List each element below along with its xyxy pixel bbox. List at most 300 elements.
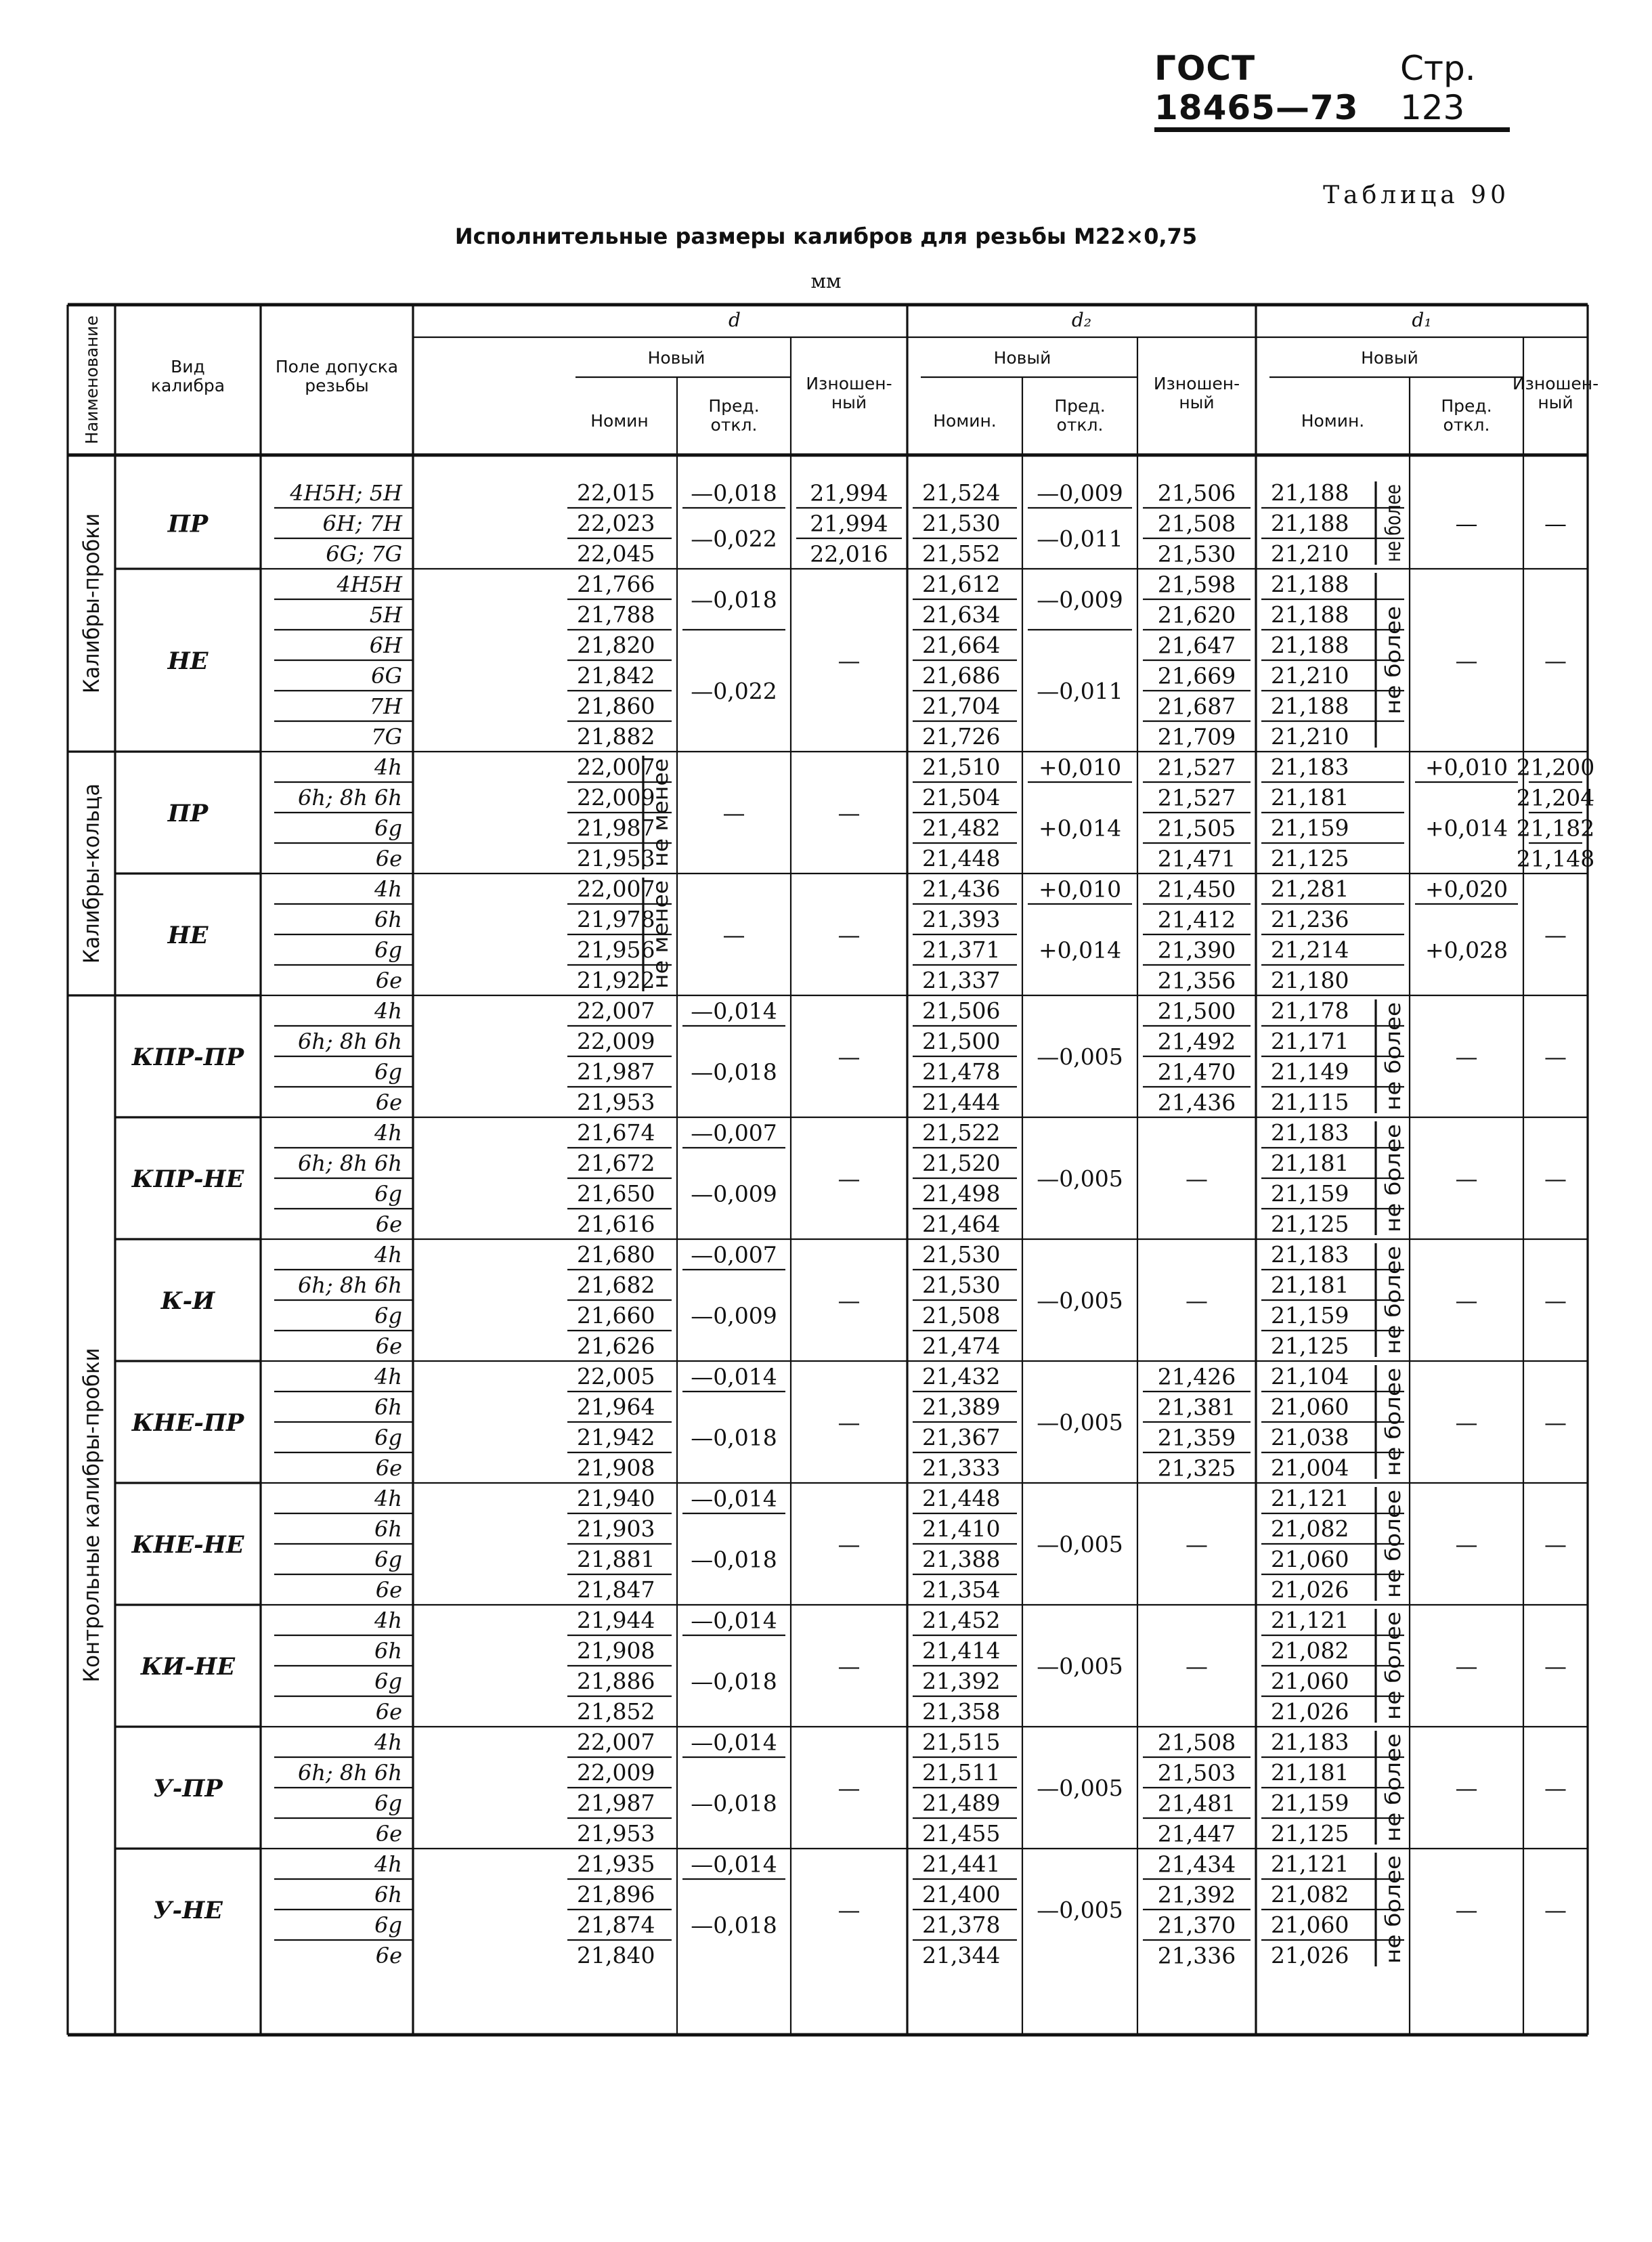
column-header-d2: d₂ xyxy=(1071,309,1092,331)
deviation-value: —0,009 xyxy=(1037,586,1123,613)
nominal-value: 22,007 xyxy=(577,997,655,1024)
worn-value: 21,508 xyxy=(1157,510,1236,537)
nominal-value: 21,552 xyxy=(922,540,1001,567)
nominal-value: 21,530 xyxy=(922,1272,1001,1298)
nominal-value: 21,489 xyxy=(922,1790,1001,1816)
nominal-value: 21,159 xyxy=(1271,815,1349,841)
worn-value: — xyxy=(838,1043,861,1070)
nominal-value: 21,882 xyxy=(577,723,655,750)
nominal-value: 21,188 xyxy=(1271,479,1349,506)
nominal-value: 22,005 xyxy=(577,1363,655,1389)
tolerance-field: 6h; 8h 6h xyxy=(297,1760,402,1786)
worn-value: 21,527 xyxy=(1157,754,1236,781)
worn-value: — xyxy=(1544,647,1567,674)
worn-value: — xyxy=(1544,1409,1567,1436)
nominal-value: 21,530 xyxy=(922,510,1001,536)
nominal-value: 21,393 xyxy=(922,906,1001,932)
tolerance-field: 4H5H xyxy=(336,572,402,597)
column-header-new: Новый xyxy=(993,348,1051,368)
worn-value: 21,503 xyxy=(1157,1759,1236,1786)
tolerance-field: 6e xyxy=(375,846,402,871)
tolerance-field: 4h xyxy=(374,998,402,1024)
tolerance-field: 6e xyxy=(375,1333,402,1359)
deviation-value: — xyxy=(722,922,745,948)
worn-value: 21,204 xyxy=(1516,784,1595,811)
nominal-value: 21,181 xyxy=(1271,1759,1349,1786)
deviation-value: +0,014 xyxy=(1038,815,1122,842)
nominal-value: 21,500 xyxy=(922,1028,1001,1054)
worn-value: 21,426 xyxy=(1157,1363,1236,1390)
nominal-value: 21,125 xyxy=(1271,1211,1349,1237)
limit-label: не более xyxy=(1382,1624,1406,1720)
nominal-value: 21,125 xyxy=(1271,1820,1349,1847)
deviation-value: — xyxy=(1455,1287,1478,1314)
table-number: Таблица 90 xyxy=(1323,181,1510,209)
tolerance-field: 7H xyxy=(369,693,402,719)
nominal-value: 21,183 xyxy=(1271,1119,1349,1146)
group-label: Контрольные калибры-пробки xyxy=(79,1333,104,1683)
deviation-value: +0,010 xyxy=(1425,754,1508,781)
table-unit: мм xyxy=(810,270,842,293)
nominal-value: 21,860 xyxy=(577,693,655,719)
limit-label: не более xyxy=(1382,1259,1406,1354)
tolerance-field: 6g xyxy=(374,937,402,963)
nominal-value: 21,214 xyxy=(1271,936,1349,963)
deviation-value: —0,005 xyxy=(1037,1165,1123,1192)
nominal-value: 21,181 xyxy=(1271,1272,1349,1298)
worn-value: 21,359 xyxy=(1157,1424,1236,1451)
tolerance-field: 6h; 8h 6h xyxy=(297,1150,402,1176)
gauge-type: КПР-ПР xyxy=(131,1043,244,1071)
nominal-value: 21,004 xyxy=(1271,1454,1349,1481)
nominal-value: 21,149 xyxy=(1271,1058,1349,1085)
nominal-value: 22,045 xyxy=(577,540,655,567)
worn-value: — xyxy=(838,647,861,674)
deviation-value: —0,014 xyxy=(691,1851,777,1878)
nominal-value: 21,159 xyxy=(1271,1180,1349,1207)
nominal-value: 21,524 xyxy=(922,479,1001,506)
nominal-value: 21,171 xyxy=(1271,1028,1349,1054)
worn-value: 21,182 xyxy=(1516,815,1595,842)
tolerance-field: 4h xyxy=(374,1729,402,1755)
tolerance-field: 4h xyxy=(374,1242,402,1268)
tolerance-field: 6h; 8h 6h xyxy=(297,1029,402,1054)
nominal-value: 21,038 xyxy=(1271,1424,1349,1450)
column-header-tolerance: Поле допуска резьбы xyxy=(275,357,399,395)
gauge-type: КИ-НЕ xyxy=(140,1653,236,1681)
nominal-value: 21,371 xyxy=(922,936,1001,963)
tolerance-field: 6g xyxy=(374,1912,402,1938)
deviation-value: —0,018 xyxy=(691,1058,777,1085)
tolerance-field: 6e xyxy=(375,1090,402,1115)
page-number: Стр. 123 xyxy=(1399,49,1476,127)
worn-value: 21,994 xyxy=(810,479,888,506)
nominal-value: 21,896 xyxy=(577,1881,655,1907)
nominal-value: 21,672 xyxy=(577,1150,655,1176)
limit-label: не более xyxy=(1382,1015,1406,1111)
gauge-type: НЕ xyxy=(167,922,209,949)
worn-value: — xyxy=(838,1409,861,1436)
nominal-value: 21,337 xyxy=(922,967,1001,993)
worn-value: 21,508 xyxy=(1157,1729,1236,1756)
worn-value: — xyxy=(1544,1043,1567,1070)
deviation-value: —0,007 xyxy=(691,1119,777,1146)
nominal-value: 21,530 xyxy=(922,1241,1001,1268)
column-header-deviation: Пред. откл. xyxy=(708,396,760,435)
nominal-value: 21,188 xyxy=(1271,571,1349,597)
nominal-value: 21,432 xyxy=(922,1363,1001,1389)
deviation-value: —0,005 xyxy=(1037,1775,1123,1801)
nominal-value: 21,354 xyxy=(922,1576,1001,1603)
worn-value: — xyxy=(838,800,861,826)
nominal-value: 21,908 xyxy=(577,1454,655,1481)
nominal-value: 21,840 xyxy=(577,1942,655,1968)
deviation-value: +0,020 xyxy=(1425,876,1508,903)
worn-value: 22,016 xyxy=(810,540,888,567)
deviation-value: — xyxy=(1455,1897,1478,1923)
tolerance-field: 6h xyxy=(374,1394,402,1420)
column-header-d1: d₁ xyxy=(1412,309,1432,331)
nominal-value: 21,522 xyxy=(922,1119,1001,1146)
nominal-value: 21,448 xyxy=(922,1485,1001,1511)
nominal-value: 21,367 xyxy=(922,1424,1001,1450)
limit-label: не более xyxy=(1382,1137,1406,1232)
nominal-value: 21,504 xyxy=(922,784,1001,811)
deviation-value: —0,022 xyxy=(691,525,777,552)
nominal-value: 21,183 xyxy=(1271,754,1349,780)
worn-value: — xyxy=(838,1897,861,1923)
limit-label: не более xyxy=(1382,467,1406,562)
nominal-value: 21,682 xyxy=(577,1272,655,1298)
tolerance-field: 6H xyxy=(369,632,402,658)
deviation-value: —0,009 xyxy=(1037,479,1123,506)
nominal-value: 21,452 xyxy=(922,1607,1001,1633)
nominal-value: 21,474 xyxy=(922,1333,1001,1359)
nominal-value: 22,007 xyxy=(577,1729,655,1755)
worn-value: 21,434 xyxy=(1157,1851,1236,1878)
nominal-value: 21,464 xyxy=(922,1211,1001,1237)
worn-value: 21,530 xyxy=(1157,540,1236,567)
worn-value: 21,481 xyxy=(1157,1790,1236,1817)
nominal-value: 21,389 xyxy=(922,1394,1001,1420)
nominal-value: 21,444 xyxy=(922,1089,1001,1115)
tolerance-field: 6e xyxy=(375,1211,402,1237)
deviation-value: —0,018 xyxy=(691,479,777,506)
nominal-value: 21,953 xyxy=(577,845,655,871)
worn-value: — xyxy=(1544,1897,1567,1923)
tolerance-field: 4h xyxy=(374,1608,402,1633)
nominal-value: 21,455 xyxy=(922,1820,1001,1847)
nominal-value: 21,210 xyxy=(1271,540,1349,567)
nominal-value: 21,612 xyxy=(922,571,1001,597)
worn-value: 21,505 xyxy=(1157,815,1236,842)
nominal-value: 21,181 xyxy=(1271,784,1349,811)
worn-value: 21,527 xyxy=(1157,784,1236,811)
tolerance-field: 4h xyxy=(374,1486,402,1511)
deviation-value: —0,014 xyxy=(691,997,777,1025)
nominal-value: 21,188 xyxy=(1271,693,1349,719)
tolerance-field: 6e xyxy=(375,1821,402,1847)
nominal-value: 22,009 xyxy=(577,1759,655,1786)
nominal-value: 21,436 xyxy=(922,876,1001,902)
nominal-value: 21,026 xyxy=(1271,1576,1349,1603)
worn-value: 21,994 xyxy=(810,510,888,537)
nominal-value: 21,026 xyxy=(1271,1942,1349,1968)
limit-label: не более xyxy=(1382,1746,1406,1842)
nominal-value: 21,181 xyxy=(1271,1150,1349,1176)
nominal-value: 21,842 xyxy=(577,662,655,689)
worn-value: 21,709 xyxy=(1157,723,1236,750)
deviation-value: —0,018 xyxy=(691,1424,777,1451)
worn-value: 21,687 xyxy=(1157,693,1236,720)
worn-value: — xyxy=(838,1653,861,1679)
nominal-value: 21,388 xyxy=(922,1546,1001,1572)
column-header-new: Новый xyxy=(1361,348,1418,368)
nominal-value: 22,023 xyxy=(577,510,655,536)
deviation-value: —0,018 xyxy=(691,1546,777,1573)
deviation-value: —0,009 xyxy=(691,1180,777,1207)
nominal-value: 21,183 xyxy=(1271,1729,1349,1755)
worn-value: 21,500 xyxy=(1157,997,1236,1025)
nominal-value: 21,026 xyxy=(1271,1698,1349,1725)
worn-value: — xyxy=(1544,1287,1567,1314)
deviation-value: —0,005 xyxy=(1037,1897,1123,1923)
tolerance-field: 6e xyxy=(375,1699,402,1725)
worn-value: 21,470 xyxy=(1157,1058,1236,1085)
tolerance-field: 6g xyxy=(374,1181,402,1207)
nominal-value: 21,680 xyxy=(577,1241,655,1268)
worn-value: 21,471 xyxy=(1157,845,1236,872)
nominal-value: 21,400 xyxy=(922,1881,1001,1907)
nominal-value: 21,414 xyxy=(922,1637,1001,1664)
deviation-value: — xyxy=(1455,510,1478,537)
deviation-value: —0,007 xyxy=(691,1241,777,1268)
nominal-value: 21,344 xyxy=(922,1942,1001,1968)
nominal-value: 21,281 xyxy=(1271,876,1349,902)
nominal-value: 21,392 xyxy=(922,1668,1001,1694)
tolerance-field: 4h xyxy=(374,1851,402,1877)
column-header-nominal: Номин. xyxy=(1301,411,1365,431)
nominal-value: 21,104 xyxy=(1271,1363,1349,1389)
worn-value: — xyxy=(1186,1287,1208,1314)
gauge-type: ПР xyxy=(167,800,209,827)
worn-value: 21,148 xyxy=(1516,845,1595,872)
deviation-value: — xyxy=(1455,1653,1478,1679)
tolerance-field: 7G xyxy=(371,724,402,750)
worn-value: — xyxy=(838,1287,861,1314)
nominal-value: 21,987 xyxy=(577,1790,655,1816)
worn-value: — xyxy=(1544,1653,1567,1679)
nominal-value: 21,121 xyxy=(1271,1485,1349,1511)
deviation-value: +0,010 xyxy=(1038,754,1122,781)
deviation-value: — xyxy=(1455,647,1478,674)
nominal-value: 21,922 xyxy=(577,967,655,993)
nominal-value: 21,121 xyxy=(1271,1607,1349,1633)
standard-number: ГОСТ 18465—73 xyxy=(1154,49,1359,127)
nominal-value: 21,704 xyxy=(922,693,1001,719)
nominal-value: 21,908 xyxy=(577,1637,655,1664)
worn-value: 21,200 xyxy=(1516,754,1595,781)
nominal-value: 21,616 xyxy=(577,1211,655,1237)
deviation-value: — xyxy=(1455,1165,1478,1192)
nominal-value: 22,007 xyxy=(577,876,655,902)
column-header-d: d xyxy=(729,309,741,331)
deviation-value: —0,005 xyxy=(1037,1043,1123,1070)
worn-value: 21,620 xyxy=(1157,601,1236,628)
tolerance-field: 6g xyxy=(374,1303,402,1329)
column-header-deviation: Пред. откл. xyxy=(1054,396,1106,435)
gauge-type: ПР xyxy=(167,510,209,538)
limit-label: не менее xyxy=(649,768,673,867)
table-title: Исполнительные размеры калибров для резьбы М22×0,75 xyxy=(454,223,1198,249)
worn-value: — xyxy=(838,922,861,948)
nominal-value: 21,940 xyxy=(577,1485,655,1511)
column-header-nominal: Номин xyxy=(590,411,649,431)
nominal-value: 21,935 xyxy=(577,1851,655,1877)
tolerance-field: 6g xyxy=(374,815,402,841)
worn-value: — xyxy=(838,1531,861,1557)
gauge-type: У-ПР xyxy=(153,1775,223,1803)
limit-label: не более xyxy=(1382,1503,1406,1598)
nominal-value: 21,478 xyxy=(922,1058,1001,1085)
group-label: Калибры-пробки xyxy=(79,502,104,693)
nominal-value: 22,007 xyxy=(577,754,655,780)
worn-value: 21,325 xyxy=(1157,1454,1236,1482)
worn-value: 21,436 xyxy=(1157,1089,1236,1116)
worn-value: 21,669 xyxy=(1157,662,1236,689)
tolerance-field: 6G; 7G xyxy=(326,541,402,567)
deviation-value: —0,005 xyxy=(1037,1409,1123,1436)
nominal-value: 21,520 xyxy=(922,1150,1001,1176)
nominal-value: 21,210 xyxy=(1271,662,1349,689)
nominal-value: 21,060 xyxy=(1271,1912,1349,1938)
tolerance-field: 4h xyxy=(374,876,402,902)
worn-value: — xyxy=(1186,1531,1208,1557)
deviation-value: —0,022 xyxy=(691,678,777,704)
deviation-value: — xyxy=(1455,1409,1478,1436)
nominal-value: 21,060 xyxy=(1271,1668,1349,1694)
nominal-value: 21,650 xyxy=(577,1180,655,1207)
column-header-worn: Изношен-ный xyxy=(1153,374,1240,412)
worn-value: — xyxy=(1544,1165,1567,1192)
nominal-value: 21,987 xyxy=(577,1058,655,1085)
tolerance-field: 6e xyxy=(375,1455,402,1481)
nominal-value: 21,159 xyxy=(1271,1790,1349,1816)
deviation-value: —0,005 xyxy=(1037,1653,1123,1679)
tolerance-field: 6G xyxy=(371,663,402,689)
nominal-value: 21,188 xyxy=(1271,601,1349,628)
nominal-value: 21,944 xyxy=(577,1607,655,1633)
nominal-value: 21,903 xyxy=(577,1515,655,1542)
tolerance-field: 6g xyxy=(374,1059,402,1085)
nominal-value: 21,482 xyxy=(922,815,1001,841)
worn-value: 21,390 xyxy=(1157,936,1236,964)
nominal-value: 21,634 xyxy=(922,601,1001,628)
tolerance-field: 6e xyxy=(375,1943,402,1968)
deviation-value: —0,018 xyxy=(691,1790,777,1817)
limit-label: не более xyxy=(1382,1868,1406,1964)
nominal-value: 21,660 xyxy=(577,1302,655,1329)
worn-value: 21,392 xyxy=(1157,1881,1236,1908)
nominal-value: 21,125 xyxy=(1271,1333,1349,1359)
nominal-value: 21,987 xyxy=(577,815,655,841)
worn-value: 21,506 xyxy=(1157,479,1236,506)
nominal-value: 21,441 xyxy=(922,1851,1001,1877)
nominal-value: 21,788 xyxy=(577,601,655,628)
tolerance-field: 4h xyxy=(374,1364,402,1389)
worn-value: 21,370 xyxy=(1157,1912,1236,1939)
worn-value: — xyxy=(838,1775,861,1801)
deviation-value: —0,014 xyxy=(691,1607,777,1634)
column-header-name: Наименование xyxy=(82,312,102,444)
limit-label: не более xyxy=(1382,1381,1406,1476)
tolerance-field: 6g xyxy=(374,1547,402,1572)
nominal-value: 21,726 xyxy=(922,723,1001,750)
worn-value: 21,492 xyxy=(1157,1028,1236,1055)
nominal-value: 21,121 xyxy=(1271,1851,1349,1877)
worn-value: — xyxy=(1544,922,1567,948)
worn-value: 21,598 xyxy=(1157,571,1236,598)
deviation-value: —0,018 xyxy=(691,586,777,613)
tolerance-field: 4h xyxy=(374,1120,402,1146)
nominal-value: 21,964 xyxy=(577,1394,655,1420)
gauge-type: НЕ xyxy=(167,647,209,675)
nominal-value: 21,515 xyxy=(922,1729,1001,1755)
tolerance-field: 5H xyxy=(369,602,402,628)
deviation-value: —0,014 xyxy=(691,1485,777,1512)
nominal-value: 21,978 xyxy=(577,906,655,932)
nominal-value: 21,333 xyxy=(922,1454,1001,1481)
worn-value: 21,381 xyxy=(1157,1394,1236,1421)
deviation-value: — xyxy=(1455,1531,1478,1557)
tolerance-field: 6h; 8h 6h xyxy=(297,1272,402,1298)
nominal-value: 21,686 xyxy=(922,662,1001,689)
worn-value: — xyxy=(838,1165,861,1192)
deviation-value: —0,018 xyxy=(691,1668,777,1695)
nominal-value: 21,626 xyxy=(577,1333,655,1359)
column-header-worn: Изношен-ный xyxy=(806,374,892,412)
nominal-value: 21,508 xyxy=(922,1302,1001,1329)
worn-value: 21,356 xyxy=(1157,967,1236,994)
nominal-value: 21,178 xyxy=(1271,997,1349,1024)
nominal-value: 21,188 xyxy=(1271,632,1349,658)
deviation-value: —0,014 xyxy=(691,1363,777,1390)
worn-value: 21,447 xyxy=(1157,1820,1236,1847)
tolerance-field: 6h xyxy=(374,1516,402,1542)
nominal-value: 21,115 xyxy=(1271,1089,1349,1115)
tolerance-field: 6h; 8h 6h xyxy=(297,785,402,811)
tolerance-field: 6e xyxy=(375,968,402,993)
nominal-value: 21,881 xyxy=(577,1546,655,1572)
nominal-value: 21,082 xyxy=(1271,1637,1349,1664)
nominal-value: 21,664 xyxy=(922,632,1001,658)
tolerance-field: 6g xyxy=(374,1790,402,1816)
worn-value: — xyxy=(1186,1165,1208,1192)
tolerance-field: 6h xyxy=(374,1882,402,1907)
deviation-value: +0,014 xyxy=(1038,936,1122,964)
nominal-value: 21,766 xyxy=(577,571,655,597)
nominal-value: 21,159 xyxy=(1271,1302,1349,1329)
tolerance-field: 4H5H; 5H xyxy=(290,480,402,506)
deviation-value: — xyxy=(1455,1043,1478,1070)
group-label: Калибры-кольца xyxy=(79,773,104,964)
deviation-value: —0,005 xyxy=(1037,1531,1123,1557)
tolerance-field: 6g xyxy=(374,1668,402,1694)
nominal-value: 22,015 xyxy=(577,479,655,506)
nominal-value: 21,956 xyxy=(577,936,655,963)
deviation-value: —0,018 xyxy=(691,1912,777,1939)
nominal-value: 21,886 xyxy=(577,1668,655,1694)
